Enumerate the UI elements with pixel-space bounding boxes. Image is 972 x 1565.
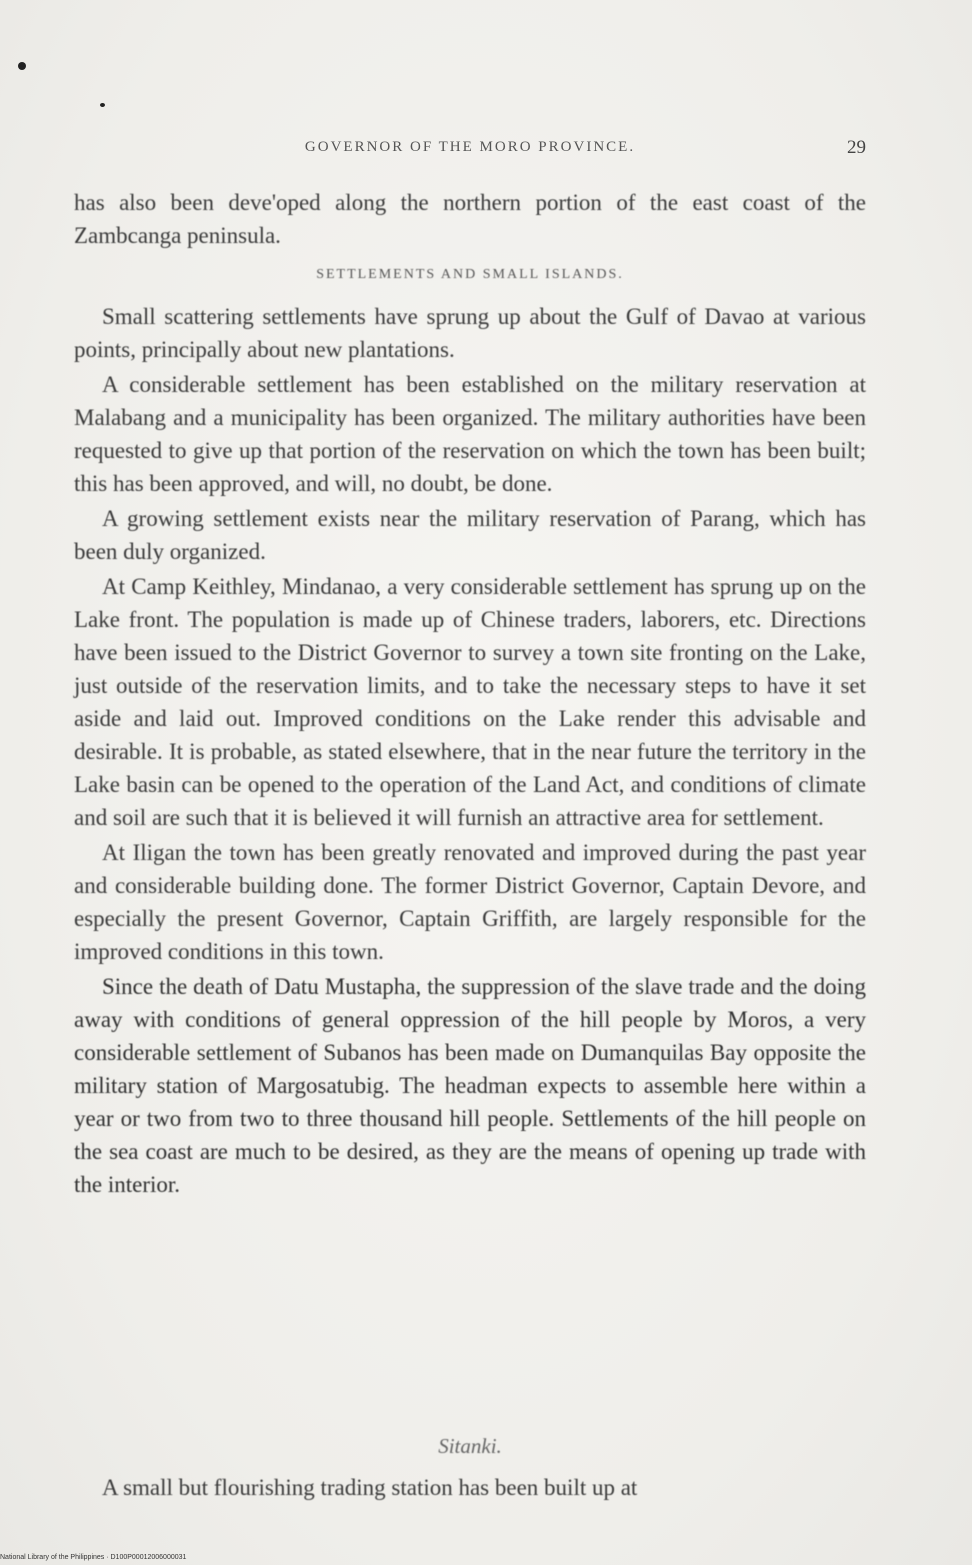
paragraph: A considerable settlement has been established on the military reservation at Malabang and a municipality has been organized. The military authorities have been requested to give up that portion of the reservation on which the town has been built; this has been approved, and will, no doubt, be done.: [74, 372, 866, 496]
scan-speck: [100, 103, 105, 107]
paragraph: A growing settlement exists near the military reservation of Parang, which has been duly organized.: [74, 506, 866, 564]
continued-paragraph-block: [74, 186, 866, 252]
running-title: GOVERNOR OF THE MORO PROVINCE.: [304, 139, 636, 155]
body-text: [74, 300, 866, 1201]
page-number: 29: [847, 137, 866, 158]
scan-footer: National Library of the Philippines · D100P00012006000031: [0, 1554, 187, 1561]
paragraph: At Iligan the town has been greatly renovated and improved during the past year and considerable building done. The former District Governor, Captain Devore, and especially the present Governor, Captain Griffith, are largely responsible for the improved conditions in this town.: [74, 840, 866, 964]
paragraph: Since the death of Datu Mustapha, the suppression of the slave trade and the doing away with conditions of general oppression of the hill people by Moros, a very considerable settlement of Subanos has been made on Dumanquilas Bay opposite the military station of Margosatubig. The headman expects to assemble here within a year or two from two to three thousand hill people. Settlements of the hill people on the sea coast are much to be desired, as they are the means of opening up trade with the interior.: [74, 974, 866, 1197]
paragraph: At Camp Keithley, Mindanao, a very considerable settlement has sprung up on the Lake front. The population is made up of Chinese traders, laborers, etc. Directions have been issued to the District Governor to survey a town site fronting on the Lake, just outside of the reservation limits, and to take the necessary steps to have it set aside and laid out. Improved conditions on the Lake render this advisable and desirable. It is probable, as stated elsewhere, that in the near future the territory in the Lake basin can be opened to the operation of the Land Act, and conditions of climate and soil are such that it is believed it will furnish an attractive area for settlement.: [74, 574, 866, 830]
running-head: [74, 137, 866, 161]
paragraph: Small scattering settlements have sprung up about the Gulf of Davao at various points, principally about new plantations.: [74, 304, 866, 362]
scan-speck: [18, 62, 26, 70]
final-paragraph: A small but flourishing trading station has been built up at: [102, 1475, 638, 1500]
continued-paragraph: has also been deve'oped along the northern portion of the east coast of the Zambcanga peninsula.: [74, 190, 866, 248]
final-paragraph-block: [74, 1471, 866, 1504]
subsection-heading: Sitanki.: [438, 1434, 502, 1458]
section-heading: SETTLEMENTS AND SMALL ISLANDS.: [316, 267, 624, 282]
